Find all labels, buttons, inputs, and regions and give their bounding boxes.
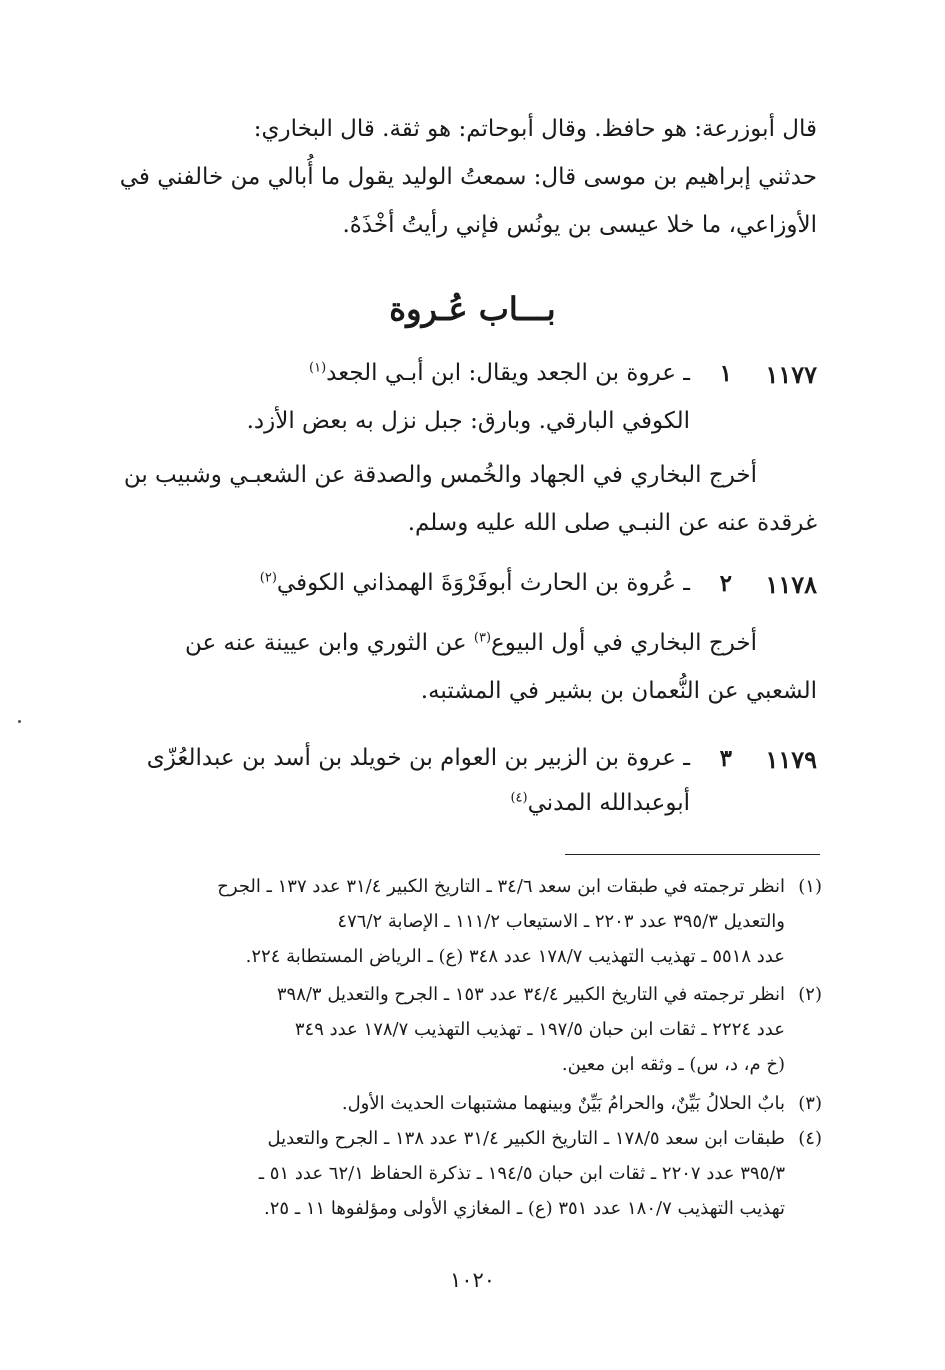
entry-1179-line-2 (510, 790, 690, 816)
page-number: ١٠٢٠ (449, 1268, 496, 1292)
footnote-1-line-3: عدد ٥٥١٨ ـ تهذيب التهذيب ١٧٨/٧ عدد ٣٤٨ (ع) ـ الرياض المستطابة ٢٢٤. (245, 946, 785, 967)
footnote-mark-2: (٢) (798, 984, 822, 1005)
section-title: بـــاب عُـروة (389, 290, 556, 328)
intro-line-2: حدثني إبراهيم بن موسى قال: سمعتُ الوليد يقول ما أُبالي من خالفني في (119, 164, 817, 190)
entry-1179-line-1: ـ عروة بن الزبير بن العوام بن خويلد بن أسد بن عبدالعُزّى (146, 745, 690, 771)
entry-1177-name: ـ عروة بن الجعد ويقال: ابن أبـي الجعد (326, 360, 690, 386)
footnote-ref-3[interactable]: (٣) (473, 630, 492, 646)
footnote-ref-2[interactable]: (٢) (259, 570, 277, 586)
entry-1177-line-1 (309, 360, 690, 386)
footnote-mark-4: (٤) (798, 1128, 822, 1149)
footnote-2-line-3: (خ م، د، س) ـ وثقه ابن معين. (561, 1054, 785, 1075)
entry-number-1179: ١١٧٩ (765, 745, 817, 774)
footnote-ref-1[interactable]: (١) (309, 360, 327, 376)
footnote-1-line-2: والتعديل ٣٩٥/٣ عدد ٢٢٠٣ ـ الاستيعاب ١١١/٢ ـ الإصابة ٤٧٦/٢ (337, 911, 785, 932)
entry-1178-name: ـ عُروة بن الحارث أبوفَرْوَةَ الهمذاني الكوفي (276, 570, 690, 596)
entry-index-1: ١ (719, 360, 732, 387)
footnote-2-line-1: انظر ترجمته في التاريخ الكبير ٣٤/٤ عدد ١٥٣ ـ الجرح والتعديل ٣٩٨/٣ (276, 984, 785, 1005)
entry-index-2: ٢ (719, 570, 732, 597)
entry-number-1178: ١١٧٨ (765, 570, 817, 599)
intro-line-3: الأوزاعي، ما خلا عيسى بن يونُس فإني رأيتُ أخْذَهُ. (342, 212, 817, 238)
footnote-mark-1: (١) (798, 876, 822, 897)
footnote-4-line-2: ٣٩٥/٣ عدد ٢٢٠٧ ـ ثقات ابن حبان ١٩٤/٥ ـ تذكرة الحفاظ ٦٢/١ عدد ٥١ ـ (258, 1163, 785, 1184)
entry-1177-para-line-1: أخرج البخاري في الجهاد والخُمس والصدقة عن الشعبـي وشبيب بن (123, 462, 757, 488)
footnote-4-line-3: تهذيب التهذيب ١٨٠/٧ عدد ٣٥١ (ع) ـ المغازي الأولى ومؤلفوها ١١ ـ ٢٥. (264, 1198, 785, 1219)
entry-1178-para-a: أخرج البخاري في أول البيوع (491, 630, 757, 656)
intro-line-1: قال أبوزرعة: هو حافظ. وقال أبوحاتم: هو ثقة. قال البخاري: (253, 116, 817, 142)
footnote-separator (565, 854, 820, 855)
footnote-1-line-1: انظر ترجمته في طبقات ابن سعد ٣٤/٦ ـ التاريخ الكبير ٣١/٤ عدد ١٣٧ ـ الجرح (217, 876, 785, 897)
footnote-mark-3: (٣) (798, 1093, 822, 1114)
entry-1178-para-line-2: الشعبي عن النُّعمان بن بشير في المشتبه. (420, 678, 817, 704)
entry-number-1177: ١١٧٧ (765, 360, 817, 389)
footnote-2-line-2: عدد ٢٢٢٤ ـ ثقات ابن حبان ١٩٧/٥ ـ تهذيب التهذيب ١٧٨/٧ عدد ٣٤٩ (294, 1019, 785, 1040)
footnote-4-line-1: طبقات ابن سعد ١٧٨/٥ ـ التاريخ الكبير ٣١/٤ عدد ١٣٨ ـ الجرح والتعديل (267, 1128, 785, 1149)
entry-1178-para-line-1 (185, 630, 757, 658)
entry-1177-line-2: الكوفي البارقي. وبارق: جبل نزل به بعض الأزد. (246, 408, 690, 434)
footnote-ref-4[interactable]: (٤) (510, 790, 528, 806)
entry-index-3: ٣ (719, 745, 732, 772)
footnote-3-line-1: بابٌ الحلالُ بَيِّنٌ، والحرامُ بَيِّنٌ وبينهما مشتبهات الحديث الأول. (341, 1093, 785, 1114)
entry-1178-para-b: عن الثوري وابن عيينة عنه عن (184, 630, 474, 656)
entry-1179-kunya: أبوعبدالله المدني (527, 790, 690, 816)
entry-1177-para-line-2: غرقدة عنه عن النبـي صلى الله عليه وسلم. (407, 510, 817, 536)
entry-1178-line-1 (260, 570, 690, 596)
margin-speck (18, 720, 21, 723)
